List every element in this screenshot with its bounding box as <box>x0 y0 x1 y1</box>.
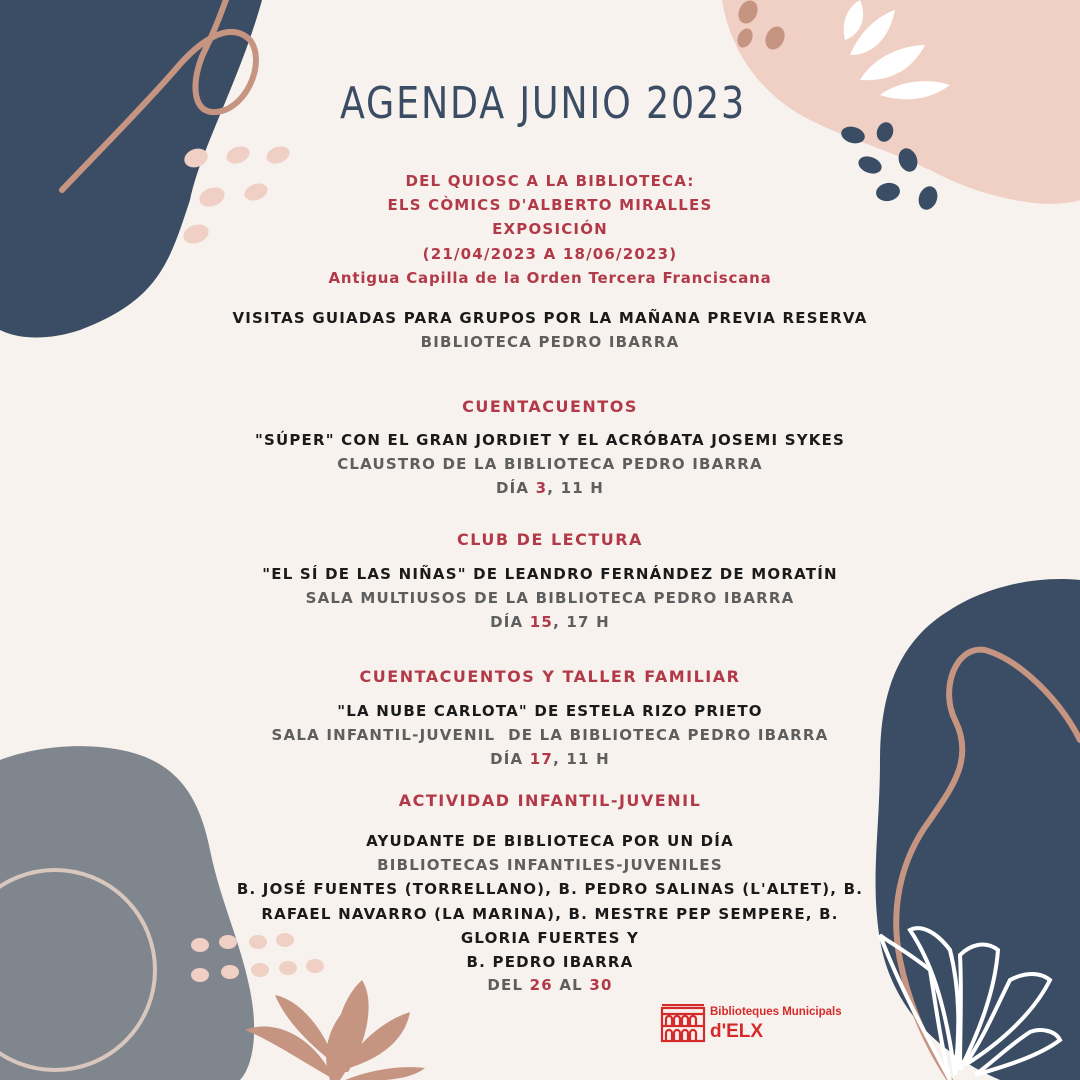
exhibition-dates: (21/04/2023 A 18/06/2023) <box>422 245 678 263</box>
event-day-number: 15 <box>529 613 554 631</box>
exhibition-type: EXPOSICIÓN <box>492 220 608 238</box>
event-name: "SÚPER" CON EL GRAN JORDIET Y EL ACRÓBATA JOSEMI SYKES <box>254 431 846 449</box>
exhibition-title-line1: DEL QUIOSC A LA BIBLIOTECA: <box>405 172 695 190</box>
exhibition-venue: Antigua Capilla de la Orden Tercera Franciscana <box>328 269 772 287</box>
event-date <box>0 479 1080 497</box>
event-heading: CUENTACUENTOS Y TALLER FAMILIAR <box>359 667 741 686</box>
event-time: , 17 H <box>553 613 610 631</box>
exhibition-visits: VISITAS GUIADAS PARA GRUPOS POR LA MAÑANA PREVIA RESERVA <box>232 309 868 327</box>
exhibition-title-line2: ELS CÒMICS D'ALBERTO MIRALLES <box>387 196 713 214</box>
youth-library-line: B. PEDRO IBARRA <box>466 953 634 971</box>
event-place: CLAUSTRO DE LA BIBLIOTECA PEDRO IBARRA <box>337 455 763 473</box>
page-title: AGENDA JUNIO 2023 <box>339 78 747 129</box>
event-place: SALA INFANTIL-JUVENIL DE LA BIBLIOTECA PEDRO IBARRA <box>271 726 829 744</box>
logo-text-line2: d'ELX <box>710 1021 764 1042</box>
logo-text-line1: Biblioteques Municipals <box>710 1006 842 1018</box>
event-time: , 11 H <box>547 479 605 497</box>
exhibition-library: BIBLIOTECA PEDRO IBARRA <box>420 333 680 351</box>
youth-activity-name: AYUDANTE DE BIBLIOTECA POR UN DÍA <box>366 832 734 850</box>
event-name: "LA NUBE CARLOTA" DE ESTELA RIZO PRIETO <box>337 702 763 720</box>
library-logo <box>660 1001 840 1047</box>
event-day-number: 3 <box>535 479 548 497</box>
event-heading: CUENTACUENTOS <box>462 397 638 416</box>
event-day-number: 17 <box>529 750 554 768</box>
youth-heading: ACTIVIDAD INFANTIL-JUVENIL <box>398 791 702 810</box>
library-building-icon <box>660 1004 706 1044</box>
event-date <box>0 613 1080 631</box>
range-prefix: DEL <box>487 976 530 994</box>
event-time: , 11 H <box>553 750 610 768</box>
event-heading: CLUB DE LECTURA <box>457 530 643 549</box>
event-date-prefix: DÍA <box>495 479 536 497</box>
youth-date-range <box>0 976 1080 994</box>
range-end: 30 <box>589 976 613 994</box>
event-date <box>0 750 1080 768</box>
youth-library-line: RAFAEL NAVARRO (LA MARINA), B. MESTRE PEP SEMPERE, B. <box>261 905 839 923</box>
event-date-prefix: DÍA <box>490 613 530 631</box>
youth-library-line: B. JOSÉ FUENTES (TORRELLANO), B. PEDRO SALINAS (L'ALTET), B. <box>236 880 864 898</box>
range-mid: AL <box>552 976 590 994</box>
event-date-prefix: DÍA <box>490 750 530 768</box>
event-name: "EL SÍ DE LAS NIÑAS" DE LEANDRO FERNÁNDEZ DE MORATÍN <box>262 565 838 583</box>
event-place: SALA MULTIUSOS DE LA BIBLIOTECA PEDRO IBARRA <box>305 589 795 607</box>
range-start: 26 <box>529 976 553 994</box>
youth-place: BIBLIOTECAS INFANTILES-JUVENILES <box>377 856 723 874</box>
youth-library-line: GLORIA FUERTES Y <box>460 929 640 947</box>
